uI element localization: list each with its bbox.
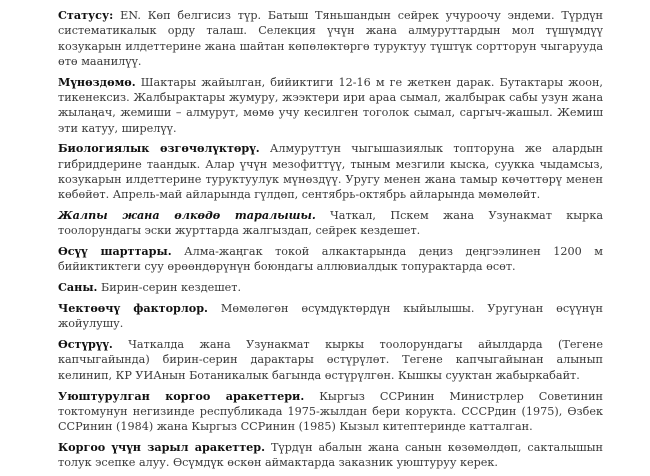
section-cultivation: [58, 337, 603, 383]
section-heading: Уюштурулган коргоо аракеттери.: [58, 388, 305, 403]
section-required-actions: [58, 440, 603, 471]
section-text: Түрдүн абалын жана санын көзөмөлдөп, сакталышын толук эсепке алуу. Өсүмдүк өскөн аймактарда заказник уюштуруу керек.: [58, 440, 603, 470]
section-text: EN. Көп белгисиз түр. Батыш Тяньшандын сейрек учуроочу эндеми. Түрдүн систематикалык орду талаш. Селекция үчүн жана алмуруттардын мол түшүмдүү козукарын илдеттерине жана шайтан көпөлөктөргө туруктуу түштүк сортторун чыгарууда өтө маанилүү.: [58, 9, 603, 68]
section-text: Чаткал, Пскем жана Узунакмат кырка тоолорундагы эски журттарда жалгыздап, сейрек кездешет.: [58, 209, 603, 238]
section-text: Алмуруттун чыгышазиялык топторуна же алардын гибриддерине таандык. Алар үчүн мезофиттүү, тыным мезгили кыска, суукка чыдамсыз, козукарын илдеттерине туруктуулук мүнөздүү. Уругу менен жана тамыр көчөттөрү менен көбөйөт. Апрель-май айларында гүлдөп, сентябрь-октябрь айларында мөмөлөйт.: [58, 142, 603, 202]
section-text: Шактары жайылган, бийиктиги 12-16 м ге жеткен дарак. Бутактары жоон, тикенексиз. Жалбырактары жумуру, жээктери ири араа сымал, жалбырак сабы узун жана жылаңач, жемиши – алмурут, мөмө учу кесилген тоголок сымал, саргыч-жашыл. Жемиш эти катуу, ширелүү.: [58, 75, 603, 135]
section-heading: Статусу:: [58, 8, 114, 22]
section-heading: Саны.: [58, 280, 98, 295]
section-text: Мөмөлөгөн өсүмдүктөрдүн кыйылышы. Уругунан өсүүнүн жойулушу.: [58, 302, 603, 331]
section-protection-measures: [58, 389, 603, 435]
section-heading: Коргоо үчүн зарыл аракеттер.: [58, 439, 266, 454]
section-text: Кыргыз ССРинин Министрлер Советинин токтомунун негизинде республикада 1975-жылдан бери корукта. СССРдин (1975), Өзбек ССРинин (1984) жана Кыргыз ССРинин (1985) Кызыл китептеринде катталган.: [58, 389, 603, 434]
section-distribution: [58, 208, 603, 239]
section-heading: Мүнөздөмө.: [58, 74, 136, 89]
section-description: [58, 75, 603, 136]
section-heading: Жалпы жана өлкөдө таралышы.: [58, 208, 316, 223]
section-heading: Өстүрүү.: [58, 337, 113, 352]
section-text: Алма-жаңгак токой алкактарында деңиз деңгээлинен 1200 м бийиктиктеги суу өрөөндөрүнүн боюндагы аллювиалдык топурактарда өсөт.: [58, 245, 603, 274]
section-abundance: [58, 280, 603, 295]
section-heading: Биологиялык өзгөчөлүктөрү.: [58, 141, 260, 156]
section-limiting-factors: [58, 301, 603, 332]
document-body: [58, 8, 603, 476]
section-biology: [58, 141, 603, 202]
section-status: [58, 8, 603, 69]
section-text: Чаткалда жана Узунакмат кыркы тоолорундагы айылдарда (Тегене капчыгайында) бирин-серин дарактары өстүрүлөт. Тегене капчыгайынан алынып келинип, КР УИАнын Ботаникалык багында өстүрүлгөн. Кышкы сууктан жабыркабайт.: [58, 338, 603, 382]
section-heading: Өсүү шарттары.: [58, 244, 172, 259]
section-text: Бирин-серин кездешет.: [97, 281, 242, 295]
section-growth-conditions: [58, 244, 603, 275]
section-heading: Чектөөчү факторлор.: [58, 301, 208, 316]
